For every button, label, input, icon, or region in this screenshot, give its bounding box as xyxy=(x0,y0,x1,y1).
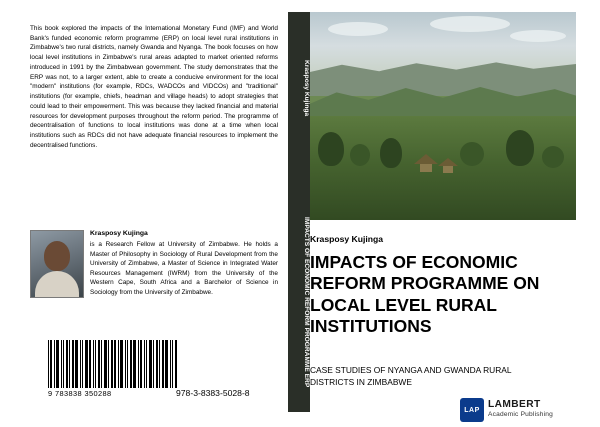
barcode-image xyxy=(48,340,180,388)
publisher-logo xyxy=(460,398,576,424)
hut-icon xyxy=(420,164,432,172)
book-spine xyxy=(288,12,310,412)
author-photo xyxy=(30,230,84,298)
publisher-tagline: Academic Publishing xyxy=(488,411,554,418)
front-cover xyxy=(310,12,576,418)
publisher-badge: LAP xyxy=(460,398,484,422)
spine-author: Krasposy Kujinga xyxy=(303,59,310,117)
author-name: Krasposy Kujinga xyxy=(90,230,148,237)
barcode-block xyxy=(48,340,180,402)
cover-photograph xyxy=(310,12,576,220)
tree-icon xyxy=(380,138,402,168)
cloud-icon xyxy=(430,16,510,32)
tree-icon xyxy=(506,130,534,166)
tree-icon xyxy=(350,144,370,166)
author-photo-body xyxy=(35,271,79,298)
publisher-name: LAMBERT xyxy=(488,399,541,410)
front-cover-author: Krasposy Kujinga xyxy=(310,234,384,244)
isbn-text: 978-3-8383-5028-8 xyxy=(176,388,250,398)
tree-icon xyxy=(460,142,484,166)
hut-icon xyxy=(443,166,453,173)
back-cover xyxy=(24,12,284,412)
barcode-number: 9 783838 350288 xyxy=(48,389,112,398)
spine-title: IMPACTS OF ECONOMIC REFORM PROGRAMME ERP xyxy=(303,216,310,388)
cloud-icon xyxy=(510,30,566,42)
author-bio-block xyxy=(30,230,278,322)
cloud-icon xyxy=(328,22,388,36)
tree-icon xyxy=(542,146,564,168)
tree-icon xyxy=(318,132,344,166)
front-cover-subtitle: CASE STUDIES OF NYANGA AND GWANDA RURAL DISTRICTS IN ZIMBABWE xyxy=(310,365,512,388)
author-bio-text: is a Research Fellow at University of Zimbabwe. He holds a Master of Philosophy in Sociology of Rural Development from the University of Zimbabwe, a Master of Science in Integrated Water Resources Management (IWRM) from the University of the Western Cape, South Africa and a Barchelor of Science in Sociology from the University of Zimbabwe. xyxy=(90,241,278,297)
author-photo-face xyxy=(44,241,70,271)
back-cover-blurb: This book explored the impacts of the International Monetary Fund (IMF) and World Bank's funded economic reform programme (ERP) on local level rural institutions in Zimbabwe's two rural districts, namely Gwanda and Nyanga. The book focuses on how local level institutions in Zimbabwe's rural areas adapted to market oriented reforms introduced in 1991 by the Zimbabwean government. The study demonstrates that the ERP was not, to a larger extent, able to create a conducive environment for the local "modern" institutions (for example, RDCs, WADCOs and VIDCOs) and "traditional" institutions (for example, chiefs, headman and village heads) to adopt strategies that could lead to their empowerment. This was because they lacked financial and material resources for development purposes throughout the reform period. The programme of decentralisation of functions to local institutions was done at a time when local institutions such as RDCs did not have adequate financial resources to implement the decentralised functions. xyxy=(30,25,278,149)
front-cover-title: IMPACTS OF ECONOMIC REFORM PROGRAMME ON LOCAL LEVEL RURAL INSTITUTIONS xyxy=(310,252,540,337)
